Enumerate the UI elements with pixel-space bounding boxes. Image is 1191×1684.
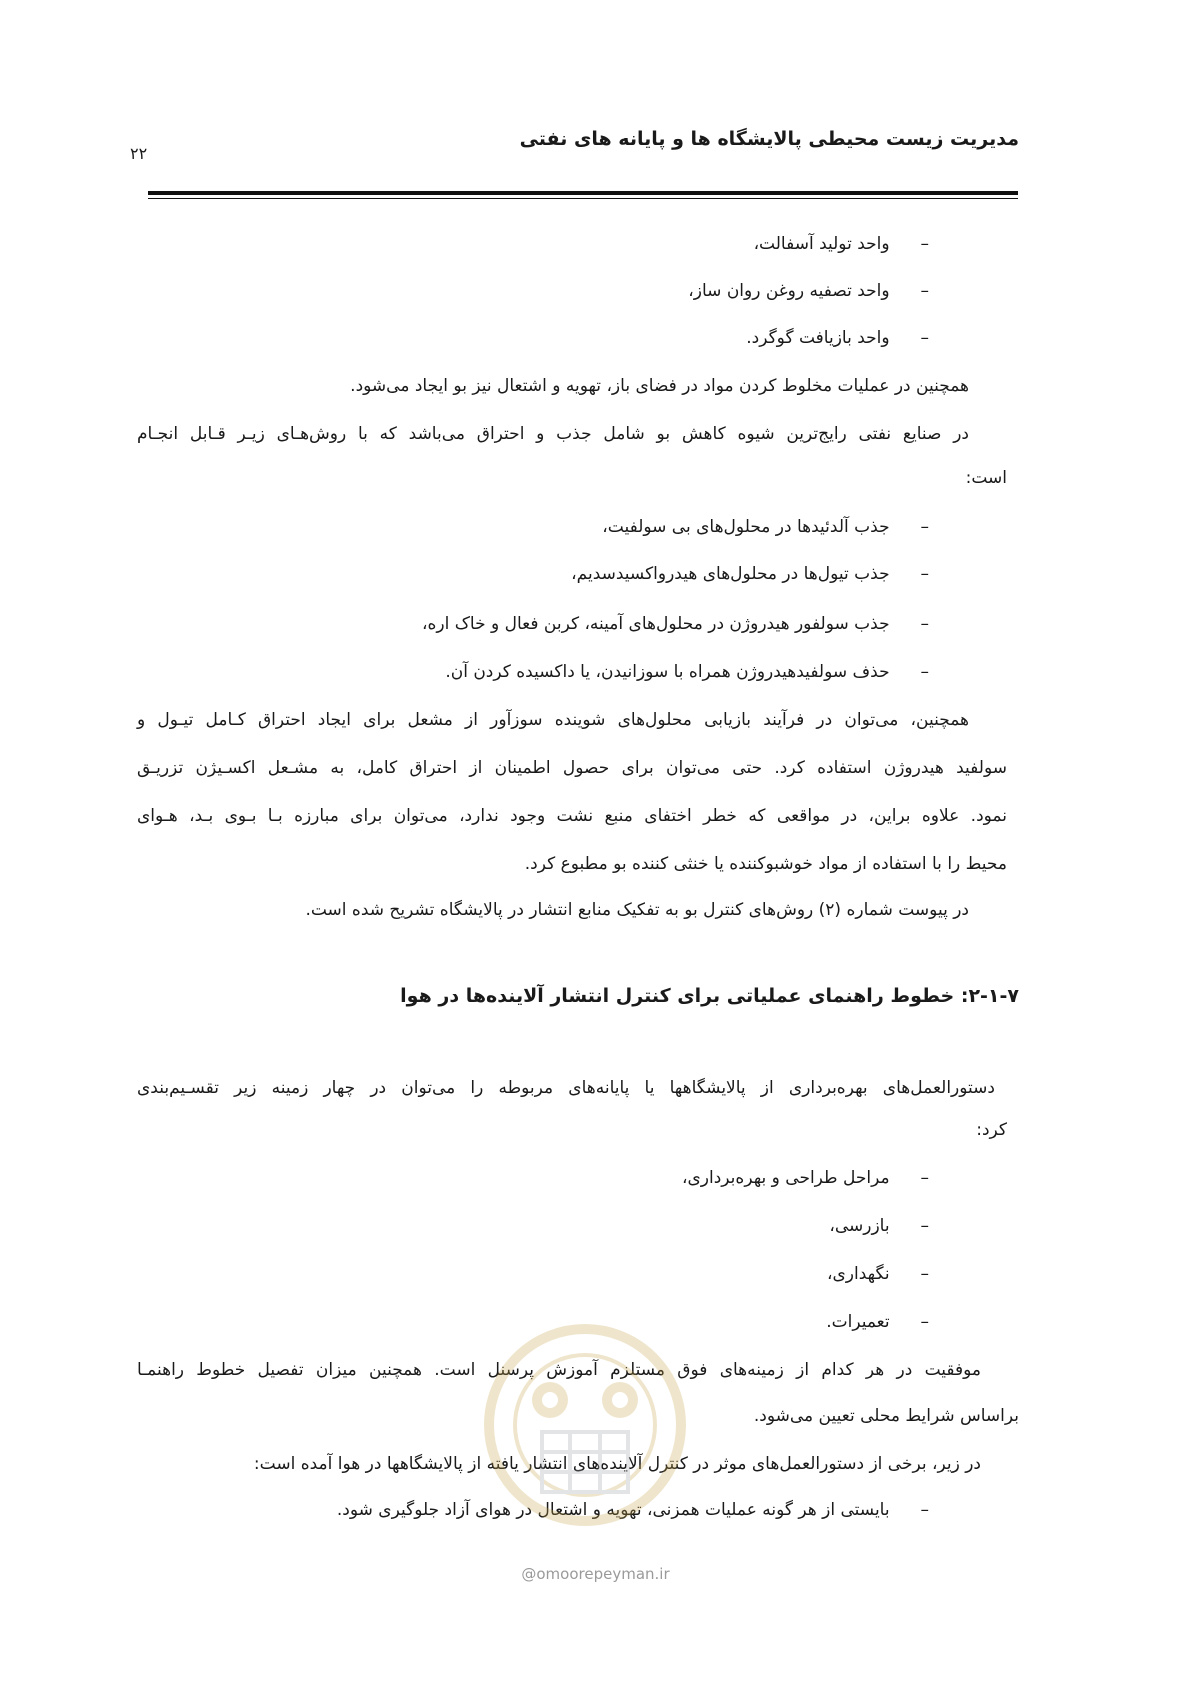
dash-bullet: –	[920, 234, 929, 254]
list-item-text: واحد بازیافت گوگرد.	[746, 328, 890, 348]
dash-bullet: –	[920, 1264, 929, 1284]
section-heading: ۲-۱-۷: خطوط راهنمای عملیاتی برای کنترل انتشار آلاینده‌ها در هوا	[400, 985, 1019, 1007]
dash-bullet: –	[920, 1500, 929, 1520]
paragraph-line: در زیر، برخی از دستورالعمل‌های موثر در کنترل آلاینده‌های انتشار یافته از پالایشگاهها در هوا آمده است:	[253, 1454, 981, 1474]
paragraph-line: دستورالعمل‌های بهره‌برداری از پالایشگاهها یا پایانه‌های مربوطه را می‌توان در چهار زمینه زیر تقسـیم‌بندی	[137, 1078, 995, 1098]
list-item	[445, 660, 929, 684]
list-item-text: نگهداری،	[826, 1264, 890, 1284]
dash-bullet: –	[920, 564, 929, 584]
paragraph-line: است:	[965, 468, 1007, 488]
watermark-text: @omoorepeyman.ir	[521, 1565, 670, 1583]
dash-bullet: –	[920, 517, 929, 537]
paragraph-line: کرد:	[976, 1120, 1007, 1140]
paragraph-line: در پیوست شماره (۲) روش‌های کنترل بو به تفکیک منابع انتشار در پالایشگاه تشریح شده است.	[305, 900, 969, 920]
paragraph-line: موفقیت در هر کدام از زمینه‌های فوق مستلزم آموزش پرسنل است. همچنین میزان تفصیل خطوط راهنمـا	[137, 1360, 981, 1380]
list-item-text: جذب آلدئیدها در محلول‌های بی سولفیت،	[602, 517, 890, 537]
paragraph-line: محیط را با استفاده از مواد خوشبوکننده یا خنثی کننده بو مطبوع کرد.	[524, 854, 1007, 874]
paragraph-line: سولفید هیدروژن استفاده کرد. حتی می‌توان برای حصول اطمینان از احتراق کامل، به مشـعل اکسـیژن تزریـق	[137, 758, 1007, 778]
list-item	[422, 612, 929, 636]
list-item-text: بایستی از هر گونه عملیات همزنی، تهویه و اشتعال در هوای آزاد جلوگیری شود.	[336, 1500, 890, 1520]
list-item	[827, 1262, 929, 1286]
dash-bullet: –	[920, 328, 929, 348]
dash-bullet: –	[920, 662, 929, 682]
running-header-title: مدیریت زیست محیطی پالایشگاه ها و پایانه های نفتی	[519, 128, 1019, 150]
paragraph-line: براساس شرایط محلی تعیین می‌شود.	[753, 1406, 1019, 1426]
header-rule-thin	[148, 198, 1018, 199]
list-item-text: جذب سولفور هیدروژن در محلول‌های آمینه، کربن فعال و خاک اره،	[421, 614, 890, 634]
list-item	[602, 515, 929, 539]
dash-bullet: –	[920, 614, 929, 634]
dash-bullet: –	[920, 1312, 929, 1332]
dash-bullet: –	[920, 1168, 929, 1188]
list-item-text: حذف سولفیدهیدروژن همراه با سوزانیدن، یا داکسیده کردن آن.	[445, 662, 890, 682]
list-item	[688, 279, 929, 303]
paragraph-line: نمود. علاوه براین، در مواقعی که خطر اختفای منبع نشت وجود ندارد، می‌توان برای مبارزه بـا بـوی بـد، هـوای	[137, 806, 1007, 826]
list-item	[682, 1166, 929, 1190]
page-number: ۲۲	[130, 144, 148, 163]
list-item	[571, 562, 929, 586]
paragraph-line: در صنایع نفتی رایج‌ترین شیوه کاهش بو شامل جذب و احتراق می‌باشد که با روش‌هـای زیـر قـابل انجـام	[137, 424, 969, 444]
list-item-text: مراحل طراحی و بهره‌برداری،	[682, 1168, 890, 1188]
list-item-text: تعمیرات.	[826, 1312, 890, 1332]
paragraph-line: همچنین در عملیات مخلوط کردن مواد در فضای باز، تهویه و اشتعال نیز بو ایجاد می‌شود.	[350, 376, 969, 396]
dash-bullet: –	[920, 1216, 929, 1236]
list-item	[746, 326, 929, 350]
list-item	[826, 1310, 929, 1334]
header-rule-thick	[148, 191, 1018, 195]
watermark-logo-icon	[480, 1320, 690, 1530]
paragraph-line: همچنین، می‌توان در فرآیند بازیابی محلول‌های شوینده سوزآور از مشعل برای ایجاد احتراق کـامل تیـول و	[137, 710, 969, 730]
list-item-text: جذب تیول‌ها در محلول‌های هیدرواکسیدسدیم،	[571, 564, 890, 584]
list-item	[754, 232, 929, 256]
list-item-text: واحد تصفیه روغن روان ساز،	[688, 281, 890, 301]
list-item	[829, 1214, 929, 1238]
list-item-text: بازرسی،	[829, 1216, 890, 1236]
dash-bullet: –	[920, 281, 929, 301]
list-item-text: واحد تولید آسفالت،	[753, 234, 890, 254]
